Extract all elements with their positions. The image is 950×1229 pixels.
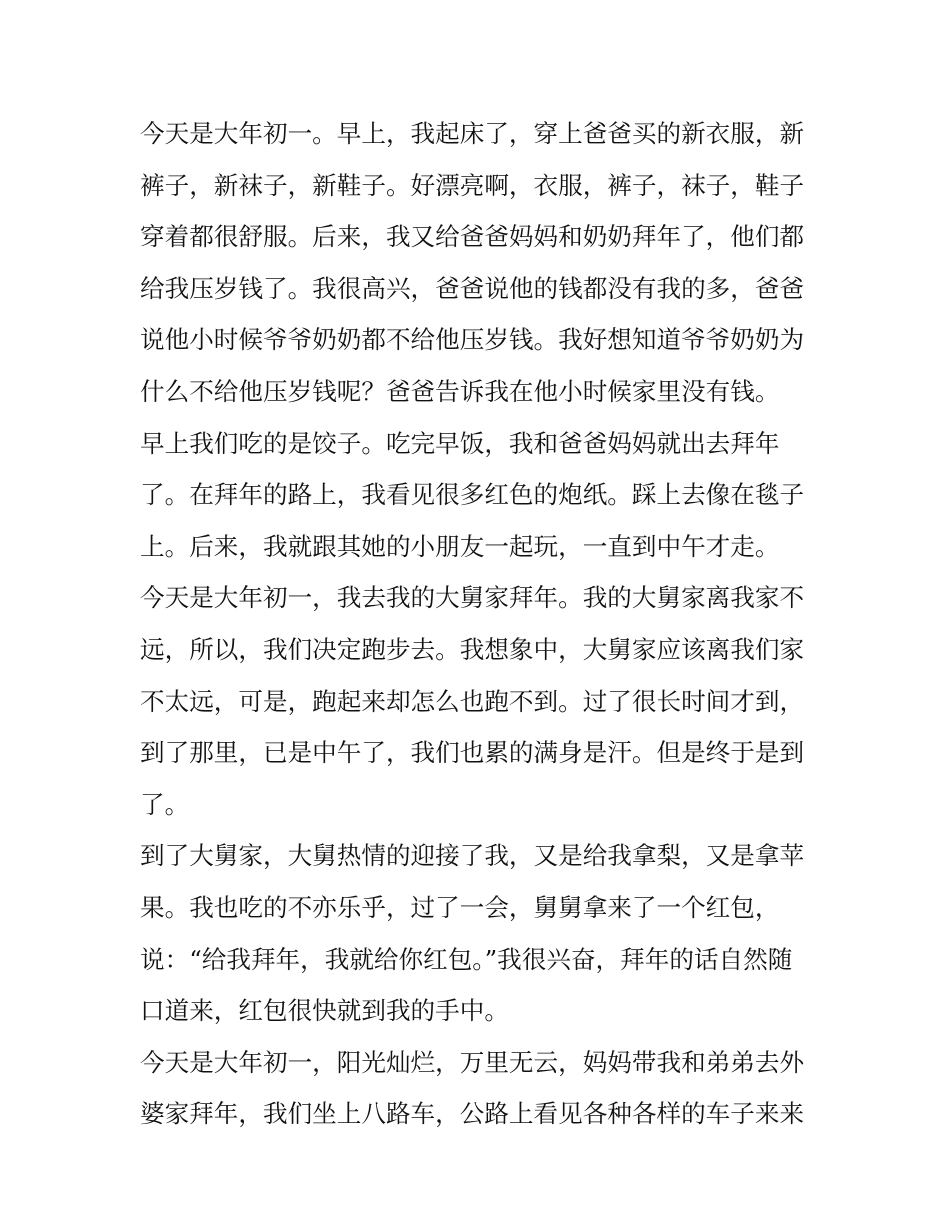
text-line: 说：“给我拜年，我就给你红包。”我很兴奋，拜年的话自然随: [140, 944, 793, 974]
text-line: 到了那里，已是中午了，我们也累的满身是汗。但是终于是到: [140, 738, 805, 768]
text-line: 婆家拜年，我们坐上八路车，公路上看见各种各样的车子来来: [140, 1099, 805, 1129]
text-line: 什么不给他压岁钱呢？爸爸告诉我在他小时候家里没有钱。: [140, 376, 780, 406]
text-line: 今天是大年初一，我去我的大舅家拜年。我的大舅家离我家不: [140, 583, 805, 613]
text-line: 说他小时候爷爷奶奶都不给他压岁钱。我好想知道爷爷奶奶为: [140, 325, 805, 355]
text-line: 了。在拜年的路上，我看见很多红色的炮纸。踩上去像在毯子: [140, 480, 805, 510]
text-line: 裤子，新袜子，新鞋子。好漂亮啊，衣服，裤子，袜子，鞋子: [140, 170, 805, 200]
text-line: 穿着都很舒服。后来，我又给爸爸妈妈和奶奶拜年了，他们都: [140, 222, 805, 252]
text-line: 远，所以，我们决定跑步去。我想象中，大舅家应该离我们家: [140, 634, 805, 664]
text-line: 早上我们吃的是饺子。吃完早饭，我和爸爸妈妈就出去拜年: [140, 428, 780, 458]
text-line: 不太远，可是，跑起来却怎么也跑不到。过了很长时间才到，: [140, 686, 805, 716]
text-line: 给我压岁钱了。我很高兴，爸爸说他的钱都没有我的多，爸爸: [140, 273, 805, 303]
text-line: 今天是大年初一。早上，我起床了，穿上爸爸买的新衣服，新: [140, 119, 805, 148]
text-line: 今天是大年初一，阳光灿烂，万里无云，妈妈带我和弟弟去外: [140, 1047, 805, 1077]
text-line: 口道来，红包很快就到我的手中。: [140, 996, 509, 1026]
text-line: 果。我也吃的不亦乐乎，过了一会，舅舅拿来了一个红包，: [140, 892, 780, 922]
text-line: 上。后来，我就跟其她的小朋友一起玩，一直到中午才走。: [140, 531, 780, 561]
text-line: 到了大舅家，大舅热情的迎接了我，又是给我拿梨，又是拿苹: [140, 841, 805, 871]
text-line: 了。: [140, 789, 190, 819]
document-body: [140, 108, 830, 1140]
